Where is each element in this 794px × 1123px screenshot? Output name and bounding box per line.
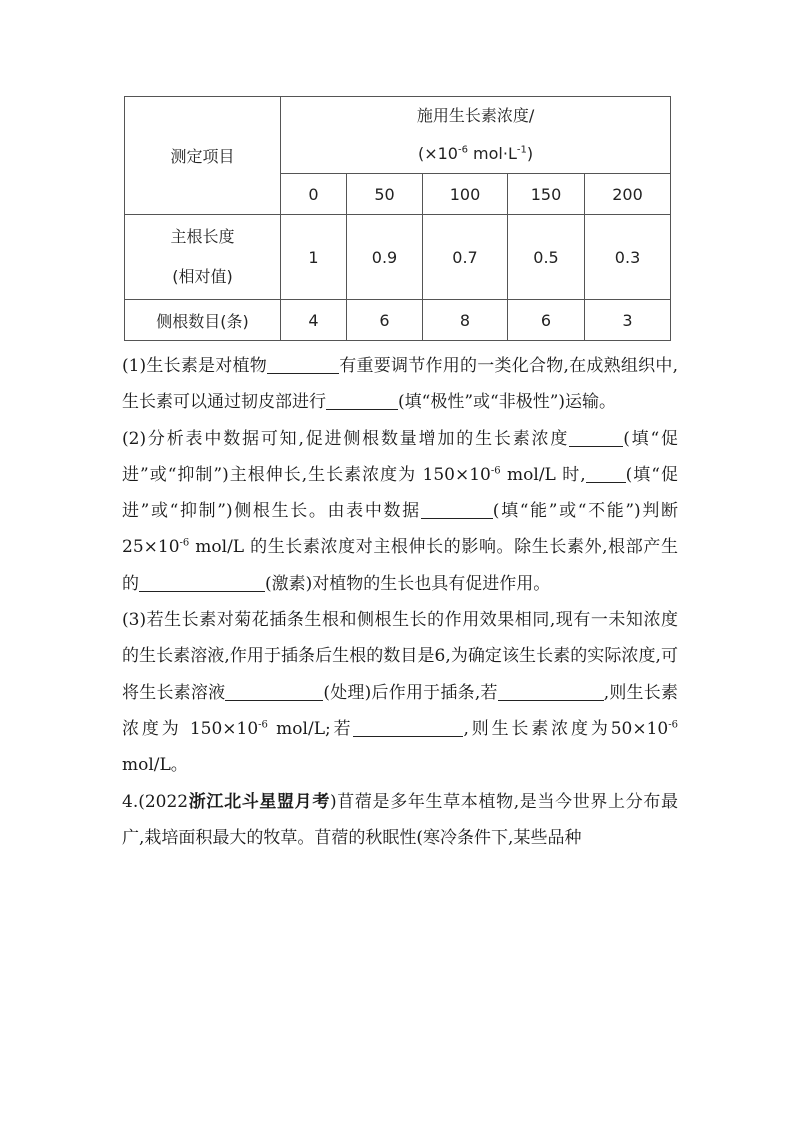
table-cell: 6	[508, 300, 585, 341]
concentration-header-line2: ($\times 10^{-6}$ $mol\cdot L^{-1}$)	[417, 144, 534, 163]
answer-blank	[586, 464, 626, 483]
table-cell: 0	[281, 174, 347, 215]
question-4: 4.(2022浙江北斗星盟月考)苜蓿是多年生草本植物,是当今世界上分布最广,栽培面积最大的牧草。苜蓿的秋眠性(寒冷条件下,某些品种	[122, 791, 678, 848]
question-2: (2)分析表中数据可知,促进侧根数量增加的生长素浓度 (填“促进”或“抑制”)主根伸长,生长素浓度为 $150\times 10^{-6}$ mol/L 时, (填“促进”或“抑制”)侧根生长。由表中数据 (填“能”或“不能”)判断 $25\times 10^{-6}$ mol/L 的生长素浓度对主根伸长的影响。除生长素外,根部产生的 (激素)对植物的生长也具有促进作用。	[122, 428, 679, 594]
table-header-row	[125, 97, 671, 174]
table-cell: 200	[585, 174, 671, 215]
question-source: 浙江北斗星盟月考	[188, 791, 330, 812]
table-cell: 100	[423, 174, 508, 215]
answer-blank	[569, 428, 623, 447]
main-root-label-cell: 主根长度 (相对值)	[125, 215, 281, 300]
answer-blank	[353, 718, 463, 737]
data-table	[124, 96, 671, 341]
answer-blank	[225, 682, 323, 701]
concentration-header-line1: 施用生长素浓度/	[416, 106, 535, 125]
table-cell: 50	[347, 174, 423, 215]
answer-blank	[498, 682, 604, 701]
question-text	[122, 348, 678, 856]
table-cell: 0.7	[423, 215, 508, 300]
answer-blank	[139, 573, 265, 592]
question-3: (3)若生长素对菊花插条生根和侧根生长的作用效果相同,现有一未知浓度的生长素溶液,作用于插条后生根的数目是6,为确定该生长素的实际浓度,可将生长素溶液 (处理)后作用于插条,若 ,则生长素浓度为 $150\times 10^{-6}$ mol/L;若 ,则生长素浓度为$50\times 10^{-6}$ mol/L。	[122, 610, 679, 776]
answer-blank	[421, 500, 493, 519]
table-cell: 8	[423, 300, 508, 341]
table-cell: 0.9	[347, 215, 423, 300]
table-cell: 0.5	[508, 215, 585, 300]
answer-blank	[326, 391, 398, 410]
lateral-root-row	[125, 300, 671, 341]
table-cell: 150	[508, 174, 585, 215]
lateral-root-label-cell: 侧根数目(条)	[125, 300, 281, 341]
table-cell: 1	[281, 215, 347, 300]
table-cell: 0.3	[585, 215, 671, 300]
main-root-row	[125, 215, 671, 300]
answer-blank	[267, 355, 339, 374]
concentration-header-cell	[281, 97, 671, 174]
question-1: (1)生长素是对植物 有重要调节作用的一类化合物,在成熟组织中,生长素可以通过韧皮部进行 (填“极性”或“非极性”)运输。	[122, 356, 678, 413]
item-header-cell: 测定项目	[125, 97, 281, 215]
table-cell: 3	[585, 300, 671, 341]
table-cell: 4	[281, 300, 347, 341]
table-cell: 6	[347, 300, 423, 341]
